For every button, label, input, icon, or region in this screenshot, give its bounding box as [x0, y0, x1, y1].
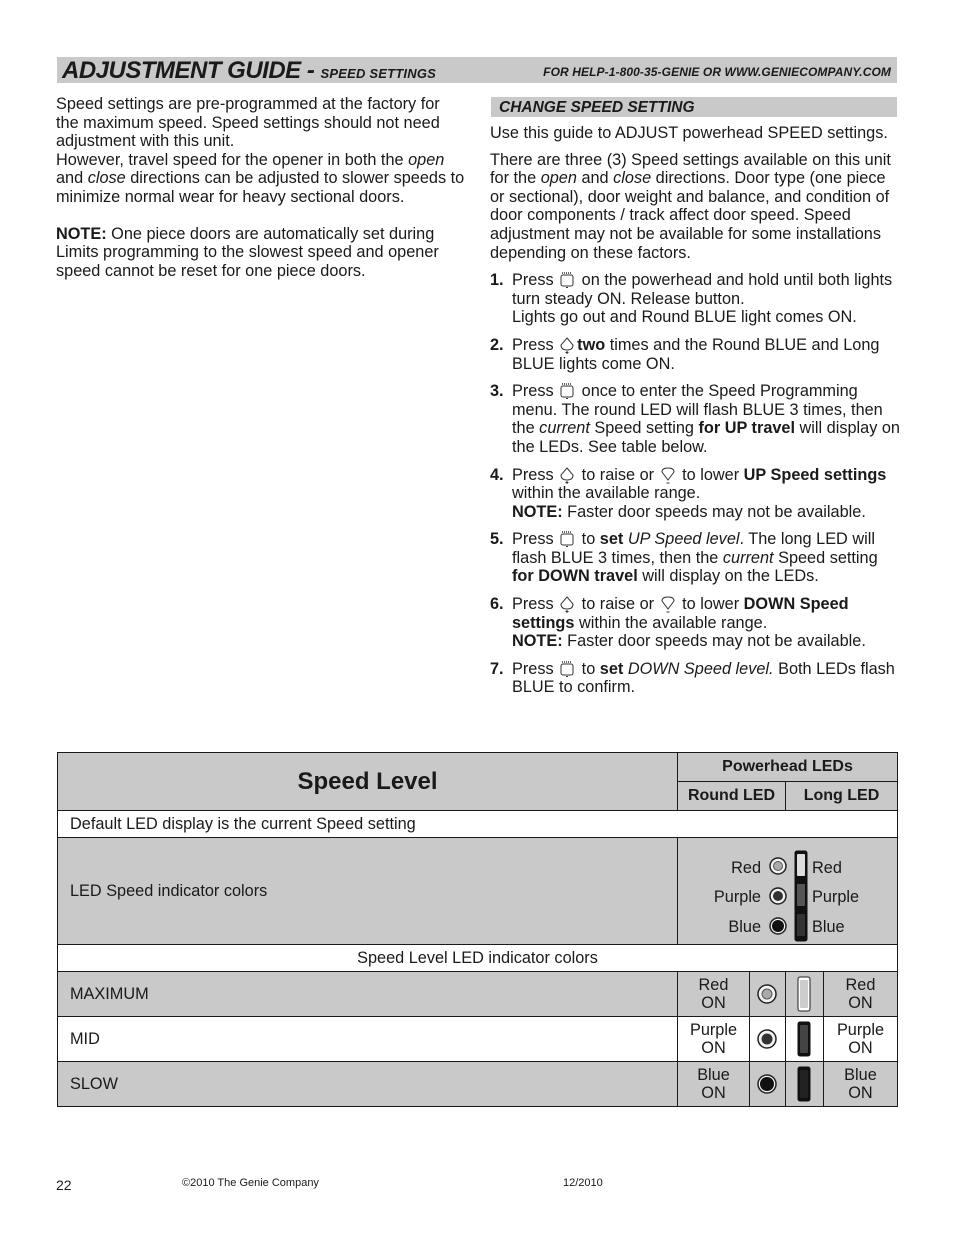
step-bold: set — [599, 530, 624, 549]
note-label: NOTE: — [512, 502, 563, 521]
legend-long-red: Red — [812, 859, 842, 877]
intro-open: open — [408, 150, 445, 169]
note-label: NOTE: — [512, 632, 563, 651]
long-color: Purple — [836, 1021, 885, 1039]
step-number: 2. — [490, 335, 504, 354]
round-led-state — [678, 1062, 750, 1107]
intro-paragraph-2 — [56, 151, 466, 207]
title-subtitle: SPEED SETTINGS — [320, 66, 437, 81]
change-speed-section — [490, 97, 900, 706]
step-text: Press — [512, 335, 559, 354]
step-bold: UP Speed settings — [743, 465, 887, 484]
step-text: will display on the LEDs. — [637, 567, 819, 586]
step-text: Press — [512, 530, 559, 549]
down-arrow-button-icon — [660, 596, 676, 612]
step-number: 4. — [490, 465, 504, 484]
use-guide-text: Use this guide to ADJUST powerhead SPEED settings. — [490, 124, 888, 142]
step-text: within the available range. — [512, 484, 701, 503]
desc-close: close — [613, 169, 652, 188]
round-color: Blue — [697, 1066, 730, 1084]
step-text: Both LEDs flash BLUE to confirm. — [512, 659, 895, 697]
step-bold: for DOWN travel — [512, 567, 638, 586]
desc-text: directions. Door type (one piece or sectional), door weight and balance, and condition of door components / track affect door speed. Speed adjustment may not be available for some installations depending on these factors. — [490, 169, 890, 262]
step-7 — [490, 660, 900, 697]
long-led-header: Long LED — [785, 782, 897, 811]
round-led-icon — [749, 1062, 785, 1107]
step-text: . The long LED will flash BLUE 3 times, then the — [512, 530, 875, 567]
round-state: ON — [701, 994, 726, 1012]
step-2 — [490, 336, 900, 373]
program-button-icon — [559, 661, 575, 677]
led-legend — [678, 838, 896, 944]
step-text: once to enter the Speed Programming menu. The round LED will flash BLUE 3 times, then the — [512, 382, 883, 438]
copyright: ©2010 The Genie Company — [182, 1177, 319, 1189]
intro-section — [56, 95, 466, 280]
indicator-colors-label: LED Speed indicator colors — [58, 838, 678, 945]
note-label: NOTE: — [56, 224, 107, 243]
up-arrow-button-icon — [559, 467, 575, 483]
legend-round-purple: Purple — [713, 888, 761, 906]
round-led-icon — [749, 972, 785, 1017]
long-led-state — [823, 972, 897, 1017]
speed-row-mid — [58, 1017, 898, 1062]
round-led-icon — [749, 1017, 785, 1062]
page-title — [62, 57, 436, 88]
speed-description — [490, 151, 900, 263]
step-number: 5. — [490, 530, 504, 549]
step-text: times and the Round BLUE and Long BLUE lights come ON. — [512, 335, 880, 373]
long-state: ON — [848, 1039, 873, 1057]
round-led-state — [678, 972, 750, 1017]
step-list — [490, 271, 900, 697]
step-text: to — [577, 530, 600, 549]
intro-note — [56, 225, 466, 281]
step-italic: current — [539, 419, 590, 438]
level-colors-heading: Speed Level LED indicator colors — [58, 945, 898, 972]
step-text: Lights go out and Round BLUE light comes ON. — [512, 308, 857, 327]
program-button-icon — [559, 383, 575, 399]
step-bold: for UP travel — [698, 419, 796, 438]
default-display-row: Default LED display is the current Speed setting — [58, 811, 898, 838]
speed-level-name: MID — [58, 1017, 678, 1062]
intro-text: and — [56, 169, 88, 188]
long-color: Red — [845, 976, 876, 994]
up-arrow-button-icon — [559, 337, 575, 353]
legend-round-red: Red — [731, 859, 761, 877]
step-italic: current — [722, 548, 774, 567]
up-arrow-button-icon — [559, 596, 575, 612]
step-bold: set — [599, 659, 624, 678]
step-1 — [490, 271, 900, 327]
step-text: to lower — [677, 465, 744, 484]
long-state: ON — [848, 994, 873, 1012]
intro-text: However, travel speed for the opener in both the — [56, 150, 409, 169]
intro-close: close — [87, 169, 126, 188]
step-4 — [490, 466, 900, 522]
speed-level-title: Speed Level — [58, 753, 678, 811]
round-led-state — [678, 1017, 750, 1062]
step-text: Speed setting — [773, 548, 878, 567]
long-led-state — [823, 1017, 897, 1062]
intro-paragraph-1: Speed settings are pre-programmed at the factory for the maximum speed. Speed settings should not need adjustment with this unit. — [56, 95, 440, 151]
round-color: Red — [698, 976, 729, 994]
round-state: ON — [701, 1084, 726, 1102]
step-number: 6. — [490, 595, 504, 614]
help-line: FOR HELP-1-800-35-GENIE OR WWW.GENIECOMPANY.COM — [543, 65, 891, 79]
program-button-icon — [559, 531, 575, 547]
note-text: Faster door speeds may not be available. — [562, 632, 866, 651]
header-bar — [57, 57, 897, 83]
legend-round-blue: Blue — [728, 918, 761, 936]
note-text: Faster door speeds may not be available. — [562, 502, 866, 521]
program-button-icon — [559, 272, 575, 288]
step-5 — [490, 530, 900, 586]
round-color: Purple — [689, 1021, 738, 1039]
step-italic: UP Speed level — [623, 530, 740, 549]
step-text: on the powerhead and hold until both lights turn steady ON. Release button. — [512, 271, 893, 308]
change-speed-heading: CHANGE SPEED SETTING — [491, 97, 897, 117]
step-number: 7. — [490, 659, 504, 678]
down-arrow-button-icon — [660, 467, 676, 483]
title-text: ADJUSTMENT GUIDE - — [62, 57, 321, 84]
step-6 — [490, 595, 900, 651]
legend-long-purple: Purple — [812, 888, 860, 906]
speed-row-slow — [58, 1062, 898, 1107]
legend-long-blue: Blue — [812, 918, 845, 936]
desc-text: There are three (3) Speed settings available on this unit for the — [490, 150, 891, 188]
step-number: 1. — [490, 271, 504, 290]
step-text: within the available range. — [574, 613, 768, 632]
step-text: Press — [512, 595, 559, 614]
long-led-icon — [785, 1062, 823, 1107]
round-state: ON — [701, 1039, 726, 1057]
step-bold: DOWN Speed settings — [512, 595, 849, 632]
step-3 — [490, 382, 900, 456]
step-text: to lower — [677, 595, 744, 614]
desc-open: open — [540, 169, 577, 188]
long-state: ON — [848, 1084, 873, 1102]
intro-text: directions can be adjusted to slower speeds to minimize normal wear for heavy sectional doors. — [56, 169, 465, 206]
note-text: One piece doors are automatically set during Limits programming to the slowest speed and opener speed cannot be reset for one piece doors. — [56, 224, 439, 280]
round-led-icon — [768, 856, 788, 936]
long-led-icon — [785, 972, 823, 1017]
step-bold: two — [577, 335, 606, 354]
long-led-state — [823, 1062, 897, 1107]
step-text: Press — [512, 659, 559, 678]
powerhead-leds-header: Powerhead LEDs — [678, 753, 898, 782]
step-text: to — [577, 659, 600, 678]
led-legend-cell — [678, 838, 898, 945]
round-led-header: Round LED — [678, 782, 786, 811]
step-text: to raise or — [577, 595, 659, 614]
step-italic: DOWN Speed level. — [623, 659, 774, 678]
speed-level-table — [57, 752, 898, 1107]
long-led-icon — [794, 850, 808, 942]
speed-level-name: SLOW — [58, 1062, 678, 1107]
page-number: 22 — [56, 1177, 72, 1193]
speed-row-maximum — [58, 972, 898, 1017]
step-text: to raise or — [577, 465, 659, 484]
speed-level-name: MAXIMUM — [58, 972, 678, 1017]
step-text: Speed setting — [589, 419, 699, 438]
long-color: Blue — [844, 1066, 877, 1084]
step-text: Press — [512, 271, 559, 290]
step-text: Press — [512, 382, 559, 401]
step-number: 3. — [490, 382, 504, 401]
publish-date: 12/2010 — [563, 1177, 603, 1189]
desc-text: and — [576, 169, 614, 188]
step-text: will display on the LEDs. See table below. — [512, 419, 900, 456]
step-text: Press — [512, 465, 559, 484]
long-led-icon — [785, 1017, 823, 1062]
